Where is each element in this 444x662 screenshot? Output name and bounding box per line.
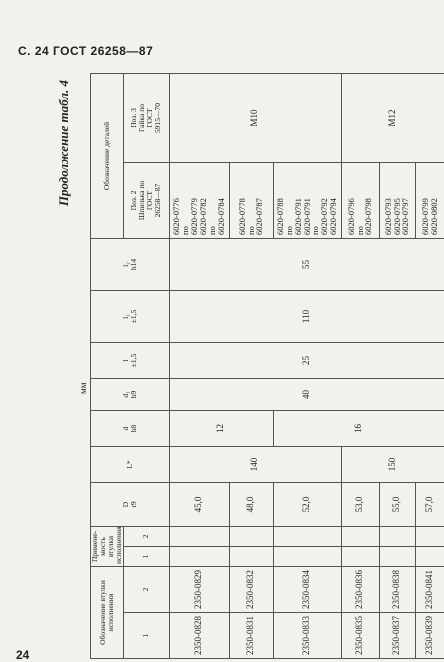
l1-header: l₁ ±1,5 <box>91 290 170 342</box>
L-merged-cell: 140 <box>169 446 341 482</box>
application-2-cell <box>169 526 229 546</box>
pin-cell: 6020-0799 6020-0802 <box>415 162 444 238</box>
pin-cell: 6020-0796 по 6020-0798 <box>341 162 379 238</box>
application-1-cell <box>273 547 341 567</box>
l-merged-cell: 25 <box>169 342 444 378</box>
variant-2-cell: 2350-0832 <box>229 567 273 613</box>
l1-merged-cell: 110 <box>169 290 444 342</box>
nut-header: Поз. 3 Гайка по ГОСТ 5915—70 <box>123 73 169 162</box>
designation-header: Обозначение втулки исполнения <box>91 567 124 659</box>
application-1-cell <box>169 547 229 567</box>
pin-cell: 6020-0776 по 6020-0779 6020-0782 по 6020-0784 <box>169 162 229 238</box>
l2-merged-cell: 55 <box>169 238 444 290</box>
variant-1-cell: 2350-0833 <box>273 613 341 659</box>
variant-2-cell: 2350-0836 <box>341 567 379 613</box>
page-header: С. 24 ГОСТ 26258—87 <box>18 44 154 58</box>
l-header: l ±1,5 <box>91 342 170 378</box>
d1-header: d₁ h9 <box>91 378 170 410</box>
D-cell: 45,0 <box>169 482 229 526</box>
d-merged-cell: 16 <box>273 410 444 446</box>
L-header: L* <box>91 446 170 482</box>
parts-header: Обозначение деталей <box>91 73 124 238</box>
application-1-cell <box>415 547 444 567</box>
variant-1-cell: 2350-0831 <box>229 613 273 659</box>
variant-1-cell: 2350-0837 <box>379 613 415 659</box>
variant-1-cell: 2350-0839 <box>415 613 444 659</box>
application-2-cell <box>273 526 341 546</box>
table-row <box>169 73 229 658</box>
application-sub-2: 2 <box>123 526 169 546</box>
application-sub-1: 1 <box>123 547 169 567</box>
table-caption: Продолжение табл. 4 <box>56 80 71 207</box>
pin-header: Поз. 2 Шпилька по ГОСТ 26258—87 <box>123 162 169 238</box>
variant-2-cell: 2350-0838 <box>379 567 415 613</box>
variant-2-cell: 2350-0829 <box>169 567 229 613</box>
application-header: Примене-мость втулки исполнения <box>91 526 124 566</box>
application-1-cell <box>379 547 415 567</box>
designation-sub-2: 2 <box>123 567 169 613</box>
application-1-cell <box>341 547 379 567</box>
nut-merged-cell: M10 <box>169 73 341 162</box>
D-cell: 52,0 <box>273 482 341 526</box>
page-number: 24 <box>16 648 30 662</box>
d-header: d h8 <box>91 410 170 446</box>
application-2-cell <box>415 526 444 546</box>
d1-merged-cell: 40 <box>169 378 444 410</box>
variant-1-cell: 2350-0828 <box>169 613 229 659</box>
rotated-table-area <box>56 74 439 659</box>
variant-2-cell: 2350-0834 <box>273 567 341 613</box>
designation-sub-1: 1 <box>123 613 169 659</box>
pin-cell: 6020-0788 по 6020-0791 6020-0791 по 6020-0792 6020-0794 <box>273 162 341 238</box>
d-merged-cell: 12 <box>169 410 273 446</box>
unit-label: мм <box>78 382 88 394</box>
D-cell: 48,0 <box>229 482 273 526</box>
variant-2-cell: 2350-0841 <box>415 567 444 613</box>
pin-cell: 6020-0778 по 6020-0787 <box>229 162 273 238</box>
spec-table <box>90 73 444 659</box>
D-cell: 55,0 <box>379 482 415 526</box>
nut-merged-cell: M12 <box>341 73 444 162</box>
application-2-cell <box>229 526 273 546</box>
D-cell: 53,0 <box>341 482 379 526</box>
L-merged-cell: 150 <box>341 446 444 482</box>
D-header: D r9 <box>91 482 170 526</box>
variant-1-cell: 2350-0835 <box>341 613 379 659</box>
pin-cell: 6020-0793 6020-0795 6020-0797 <box>379 162 415 238</box>
l2-header: l₂ h14 <box>91 238 170 290</box>
application-2-cell <box>341 526 379 546</box>
application-1-cell <box>229 547 273 567</box>
application-2-cell <box>379 526 415 546</box>
D-cell: 57,0 <box>415 482 444 526</box>
